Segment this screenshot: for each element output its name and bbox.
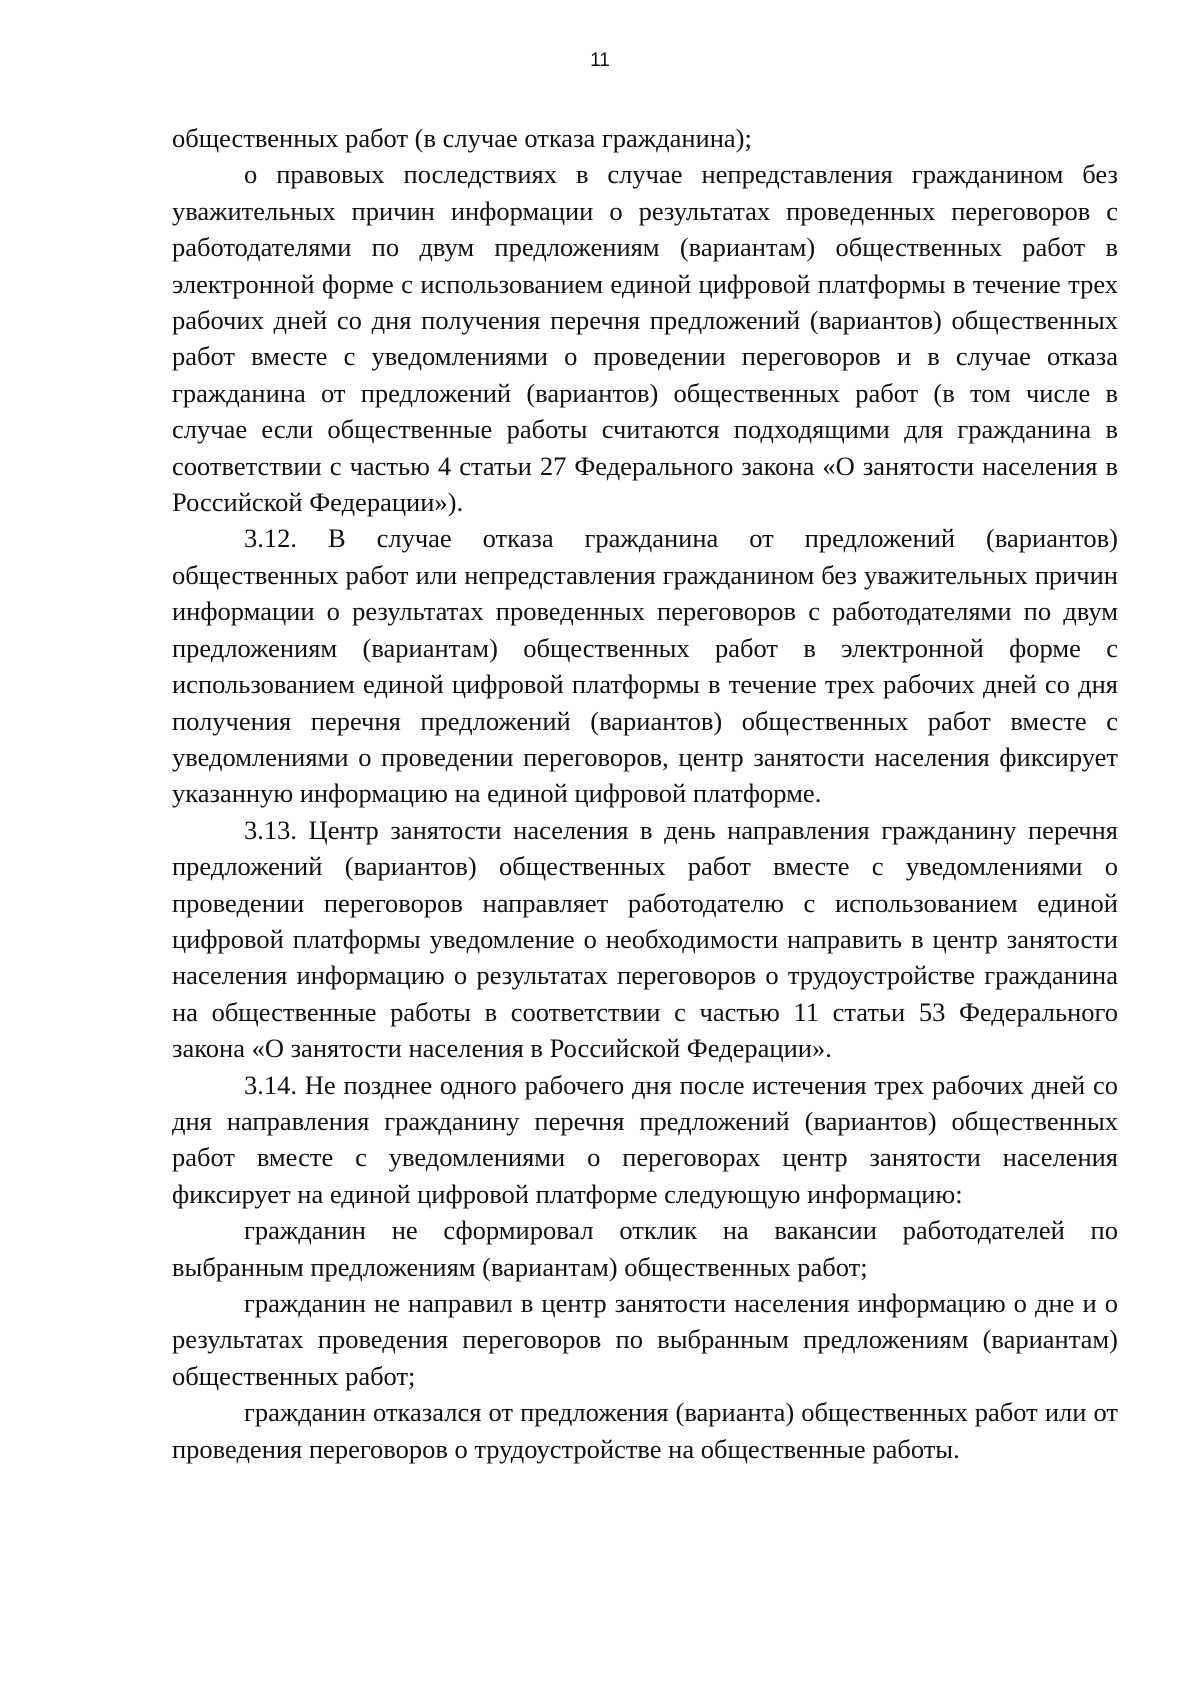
list-item-refused: гражданин отказался от предложения (варианта) общественных работ или от проведения переговоров о трудоустройстве на общественные работы. bbox=[172, 1397, 1118, 1464]
paragraph-clause-3-14: 3.14. Не позднее одного рабочего дня после истечения трех рабочих дней со дня направления гражданину перечня предложений (вариантов) общественных работ вместе с уведомлениями о переговорах центр занятости населения фиксирует на единой цифровой платформе следующую информацию: bbox=[172, 1069, 1118, 1209]
paragraph-legal-consequences: о правовых последствиях в случае непредставления гражданином без уважительных причин информации о результатах проведенных переговоров с работодателями по двум предложениям (вариантам) общественных работ в электронной форме с использованием единой цифровой платформы в течение трех рабочих дней со дня получения перечня предложений (вариантов) общественных работ вместе с уведомлениями о проведении переговоров и в случае отказа гражданина от предложений (вариантов) общественных работ (в том числе в случае если общественные работы считаются подходящими для гражданина в соответствии с частью 4 статьи 27 Федерального закона «О занятости населения в Российской Федерации»). bbox=[172, 159, 1118, 518]
page-number: 11 bbox=[590, 50, 610, 71]
paragraph-clause-3-12: 3.12. В случае отказа гражданина от предложений (вариантов) общественных работ или непредставления гражданином без уважительных причин информации о результатах проведенных переговоров с работодателями по двум предложениям (вариантам) общественных работ в электронной форме с использованием единой цифровой платформы в течение трех рабочих дней со дня получения перечня предложений (вариантов) общественных работ вместе с уведомлениями о проведении переговоров, центр занятости населения фиксирует указанную информацию на единой цифровой платформе. bbox=[172, 523, 1118, 809]
list-item-no-response: гражданин не сформировал отклик на вакансии работодателей по выбранным предложениям (вариантам) общественных работ; bbox=[172, 1215, 1118, 1282]
paragraph-continuation: общественных работ (в случае отказа гражданина); bbox=[172, 123, 752, 153]
paragraph-clause-3-13: 3.13. Центр занятости населения в день направления гражданину перечня предложений (вариантов) общественных работ вместе с уведомлениями о проведении переговоров направляет работодателю с использованием единой цифровой платформы уведомление о необходимости направить в центр занятости населения информацию о результатах переговоров о трудоустройстве гражданина на общественные работы в соответствии с частью 11 статьи 53 Федерального закона «О занятости населения в Российской Федерации». bbox=[172, 814, 1118, 1064]
document-body bbox=[172, 120, 1118, 1467]
list-item-no-info: гражданин не направил в центр занятости населения информацию о дне и о результатах проведения переговоров по выбранным предложениям (вариантам) общественных работ; bbox=[172, 1288, 1118, 1391]
